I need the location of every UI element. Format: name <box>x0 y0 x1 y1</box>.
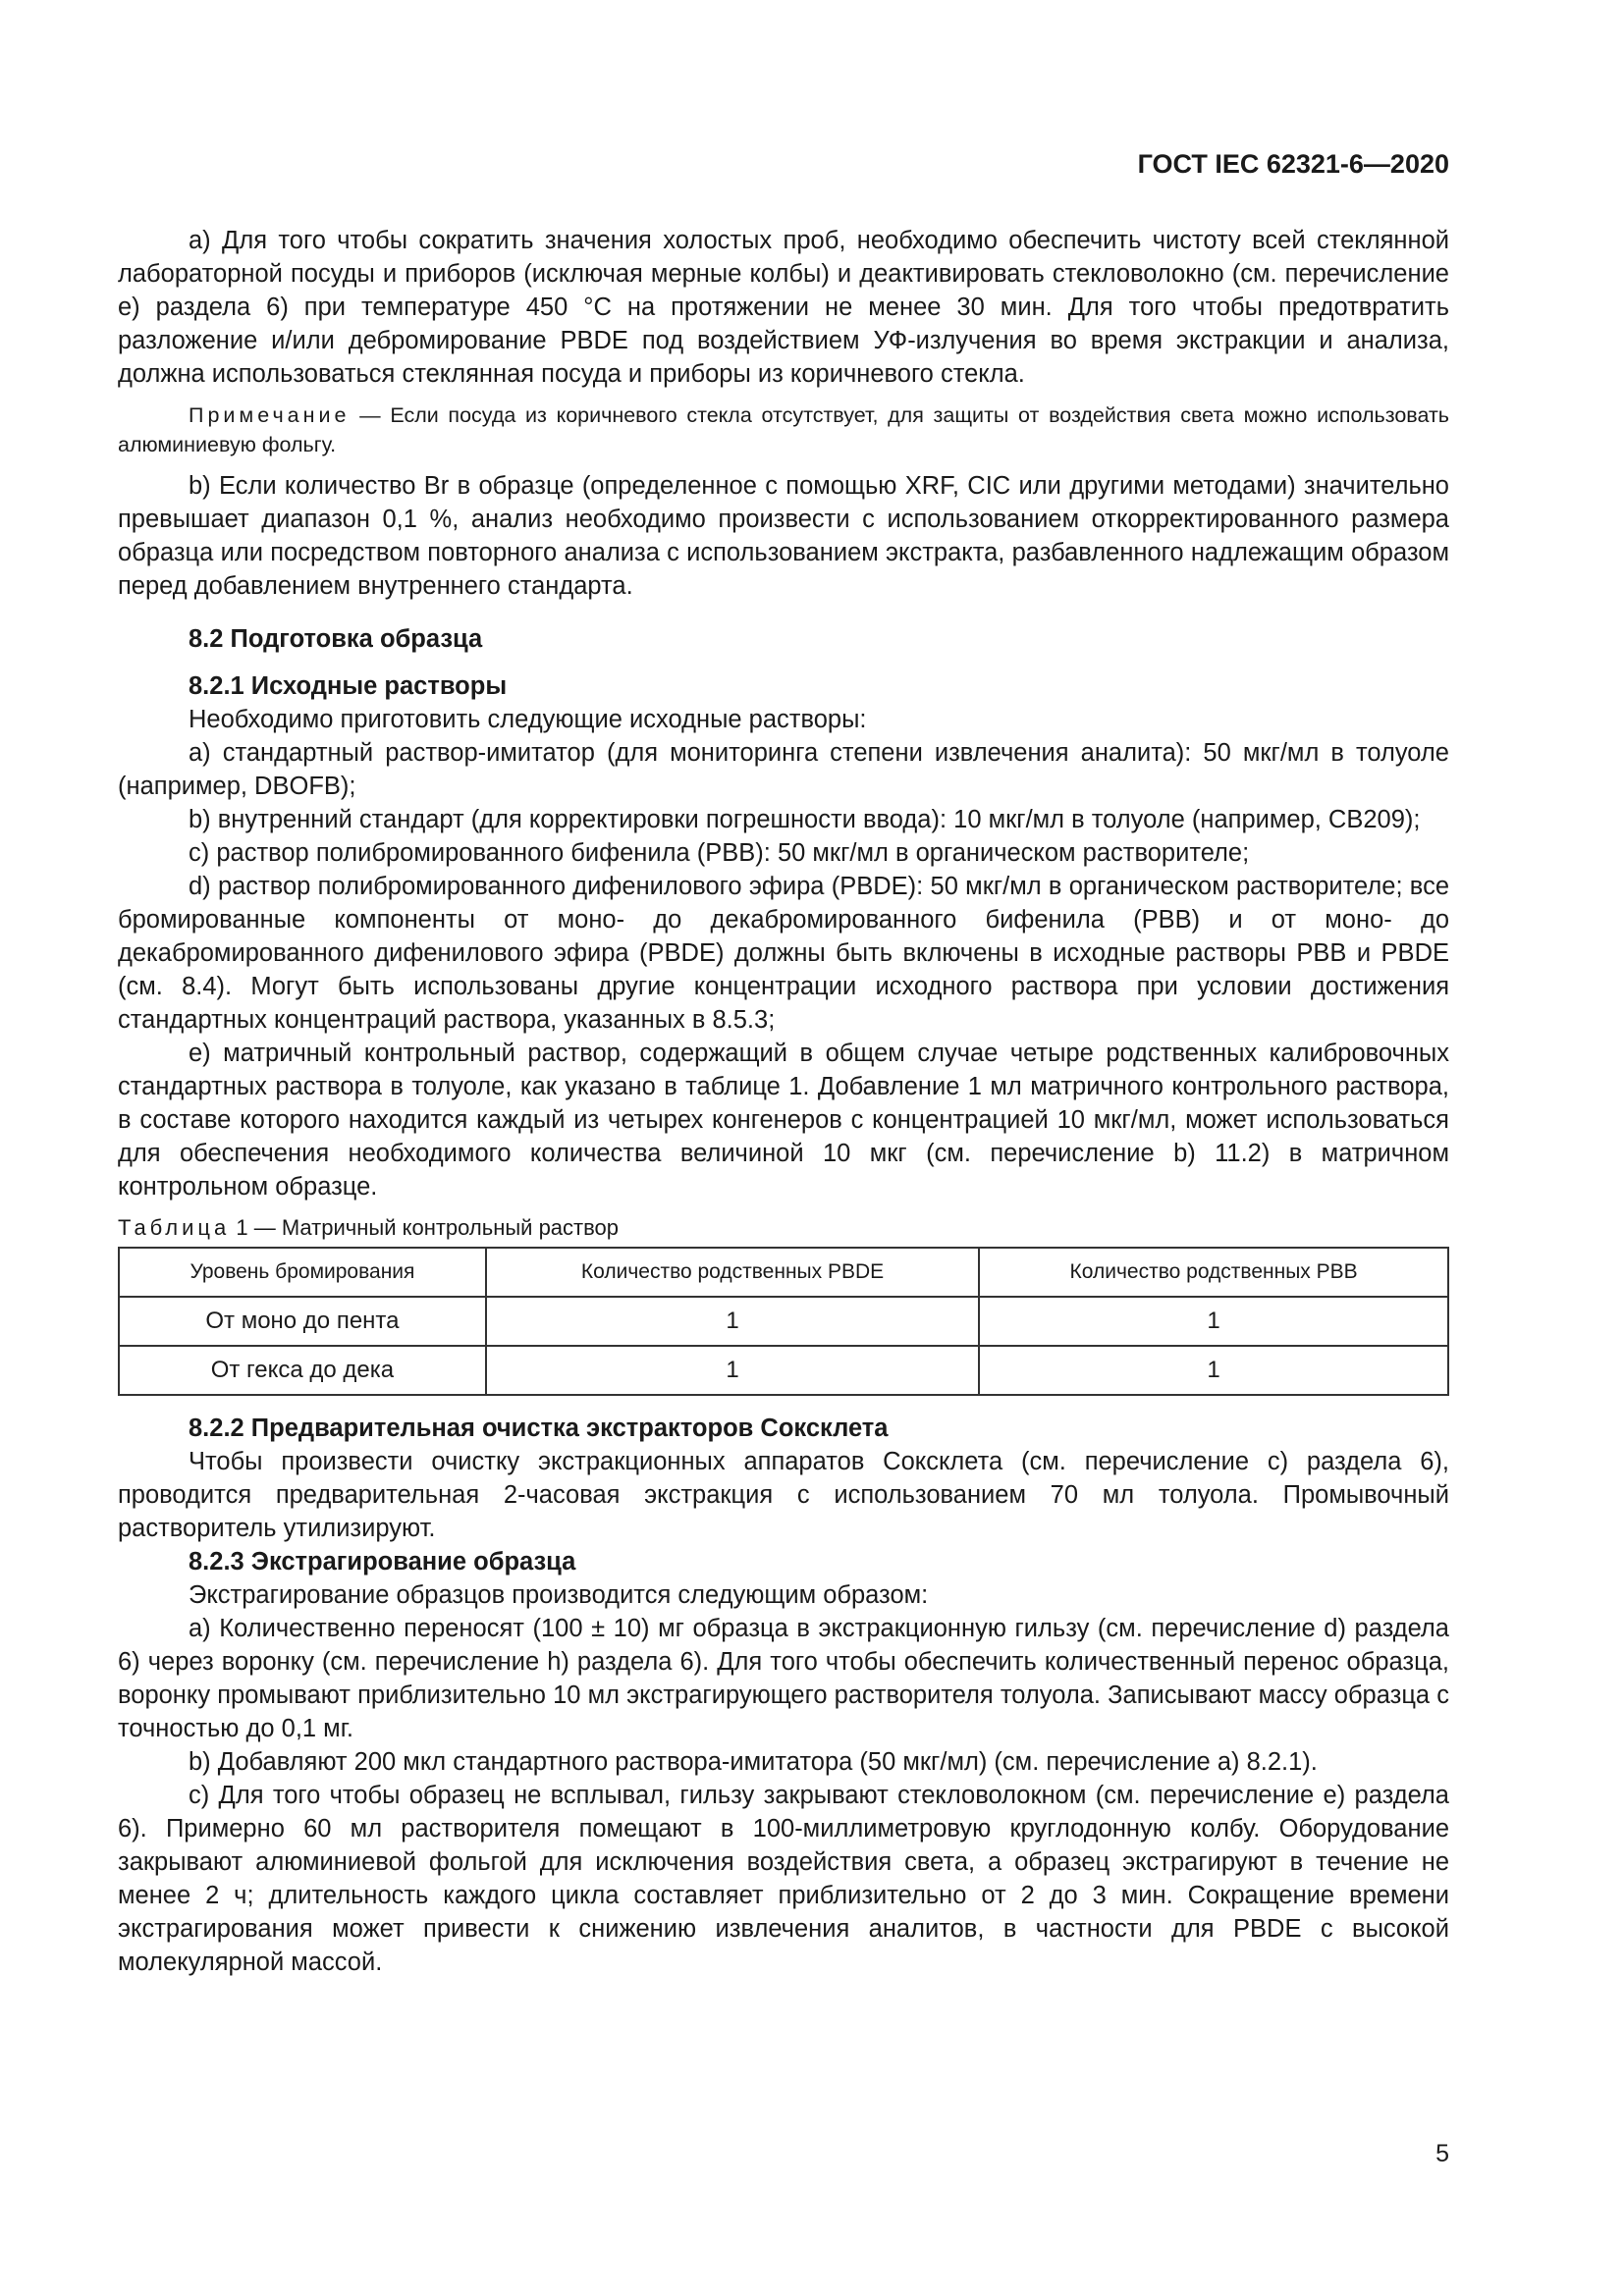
section-heading-8-2: 8.2 Подготовка образца <box>189 625 483 653</box>
list-item: b) внутренний стандарт (для корректировки погрешности ввода): 10 мкг/мл в толуоле (например, CB209); <box>189 806 1421 833</box>
list-item: c) Для того чтобы образец не всплывал, гильзу закрывают стекловолокном (см. перечисление e) раздела 6). Примерно 60 мл растворителя помещают в 100-миллиметровую круглодонную колбу. Оборудование закрывают алюминиевой фольгой для исключения воздействия света, а образец экстрагируют в течение не менее 2 ч; длительность каждого цикла составляет приблизительно от 2 до 3 мин. Сокращение времени экстрагирования может привести к снижению извлечения аналитов, в частности для PBDE с высокой молекулярной массой. <box>118 1782 1449 1976</box>
table-header-cell: Уровень бромирования <box>119 1248 486 1297</box>
paragraph-8-2-2: Чтобы произвести очистку экстракционных аппаратов Соксклета (см. перечисление c) раздела 6), проводится предварительная 2-часовая экстракция с использованием 70 мл толуола. Промывочный растворитель утилизируют. <box>118 1448 1449 1542</box>
table-cell: 1 <box>486 1346 979 1395</box>
list-item: a) Количественно переносят (100 ± 10) мг образца в экстракционную гильзу (см. перечисление d) раздела 6) через воронку (см. перечисление h) раздела 6). Для того чтобы обеспечить количественный перенос образца, воронку промывают приблизительно 10 мл экстрагирующего растворителя толуола. Записывают массу образца с точностью до 0,1 мг. <box>118 1615 1449 1742</box>
standard-header: ГОСТ IEC 62321-6—2020 <box>1137 149 1449 179</box>
list-item: d) раствор полибромированного дифенилового эфира (PBDE): 50 мкг/мл в органическом растворителе; все бромированные компоненты от моно- до декабромированного бифенила (PBB) и от моно- до декабромированного дифенилового эфира (PBDE) должны быть включены в исходные растворы PBB и PBDE (см. 8.4). Могут быть использованы другие концентрации исходного раствора при условии достижения стандартных концентраций раствора, указанных в 8.5.3; <box>118 873 1449 1034</box>
table-caption-text: 1 — Матричный контрольный раствор <box>230 1215 620 1240</box>
table-header-cell: Количество родственных PBB <box>979 1248 1448 1297</box>
matrix-control-table <box>118 1247 1449 1396</box>
table-header-row <box>119 1248 1448 1297</box>
paragraph-b: b) Если количество Br в образце (определенное с помощью XRF, CIC или другими методами) значительно превышает диапазон 0,1 %, анализ необходимо произвести с использованием откорректированного размера образца или посредством повторного анализа с использованием экстракта, разбавленного надлежащим образом перед добавлением внутреннего стандарта. <box>118 472 1449 600</box>
note <box>118 400 1449 459</box>
note-label: Примечание <box>189 403 351 427</box>
table-caption <box>118 1213 1449 1243</box>
table-cell: От гекса до дека <box>119 1346 486 1395</box>
list-item: Необходимо приготовить следующие исходные растворы: <box>189 706 867 733</box>
table-caption-label: Таблица <box>118 1215 231 1240</box>
list-item: e) матричный контрольный раствор, содержащий в общем случае четыре родственных калибровочных стандартных раствора в толуоле, как указано в таблице 1. Добавление 1 мл матричного контрольного раствора, в составе которого находится каждый из четырех конгенеров с концентрацией 10 мкг/мл, может использоваться для обеспечения необходимого количества величиной 10 мкг (см. перечисление b) 11.2) в матричном контрольном образце. <box>118 1040 1449 1201</box>
note-text: — Если посуда из коричневого стекла отсутствует, для защиты от воздействия света можно использовать алюминиевую фольгу. <box>118 403 1449 456</box>
section-heading-8-2-2: 8.2.2 Предварительная очистка экстракторов Соксклета <box>189 1415 889 1442</box>
list-item: c) раствор полибромированного бифенила (PBB): 50 мкг/мл в органическом растворителе; <box>189 839 1250 867</box>
table-cell: 1 <box>979 1346 1448 1395</box>
list-item: a) стандартный раствор-имитатор (для мониторинга степени извлечения аналита): 50 мкг/мл в толуоле (например, DBOFB); <box>118 739 1449 800</box>
table-row <box>119 1297 1448 1346</box>
list-item: b) Добавляют 200 мкл стандартного раствора-имитатора (50 мкг/мл) (см. перечисление a) 8.2.1). <box>189 1748 1318 1776</box>
paragraph-a: a) Для того чтобы сократить значения холостых проб, необходимо обеспечить чистоту всей стеклянной лабораторной посуды и приборов (исключая мерные колбы) и деактивировать стекловолокно (см. перечисление e) раздела 6) при температуре 450 °C на протяжении не менее 30 мин. Для того чтобы предотвратить разложение и/или дебромирование PBDE под воздействием УФ-излучения во время экстракции и анализа, должна использоваться стеклянная посуда и приборы из коричневого стекла. <box>118 227 1449 388</box>
section-heading-8-2-3: 8.2.3 Экстрагирование образца <box>189 1548 576 1575</box>
list-item: Экстрагирование образцов производится следующим образом: <box>189 1581 929 1609</box>
page-number: 5 <box>1435 2140 1449 2167</box>
table-cell: 1 <box>979 1297 1448 1346</box>
table-cell: От моно до пента <box>119 1297 486 1346</box>
section-heading-8-2-1: 8.2.1 Исходные растворы <box>189 672 508 700</box>
table-cell: 1 <box>486 1297 979 1346</box>
table-header-cell: Количество родственных PBDE <box>486 1248 979 1297</box>
table-row <box>119 1346 1448 1395</box>
document-body <box>118 224 1449 1979</box>
